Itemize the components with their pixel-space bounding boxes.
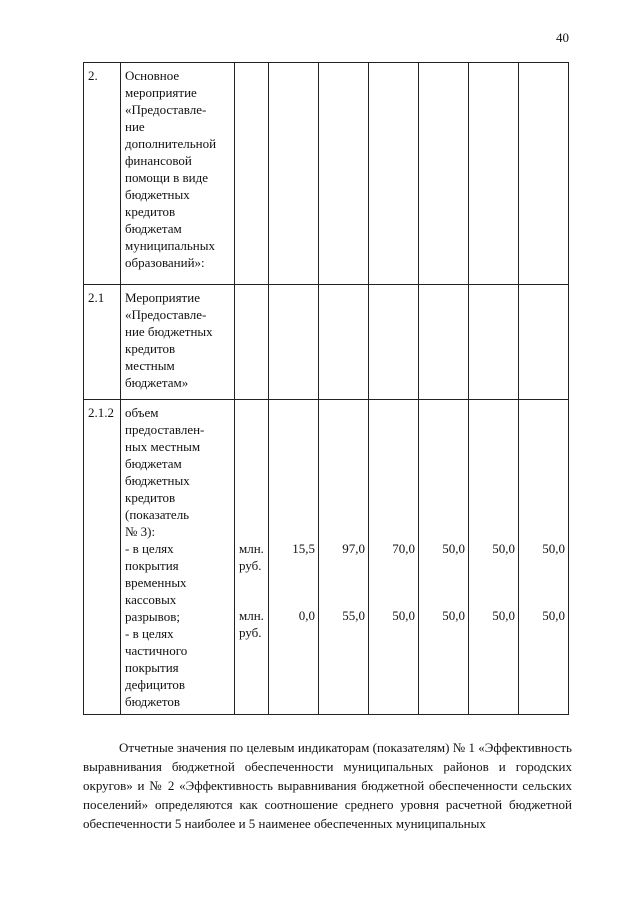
- value-cell: 97,0 55,0: [319, 400, 369, 715]
- value-cell: 15,5 0,0: [269, 400, 319, 715]
- value-cell: 50,0 50,0: [419, 400, 469, 715]
- row-description: объем предоставлен- ных местным бюджетам бюджетных кредитов (показатель № 3): - в целях покрытия временных кассовых разрывов; - в целях частичного покрытия дефицитов бюджетов: [121, 400, 235, 715]
- table-row: [84, 400, 569, 715]
- table-row: [84, 63, 569, 285]
- page-number: 40: [556, 30, 569, 45]
- row-number: 2.1.2: [84, 400, 121, 715]
- body-paragraph: Отчетные значения по целевым индикаторам (показателям) № 1 «Эффективность выравнивания бюджетной обеспеченности муниципальных районов и городских округов» и № 2 «Эффективность выравнивания бюджетной обеспеченности сельских поселений» определяются как соотношение среднего уровня расчетной бюджетной обеспеченности 5 наиболее и 5 наименее обеспеченных муниципальных: [83, 740, 572, 831]
- value-cell: 70,0 50,0: [369, 400, 419, 715]
- row-number: 2.1: [84, 285, 121, 400]
- row-number: 2.: [84, 63, 121, 285]
- value-cell: 50,0 50,0: [519, 400, 569, 715]
- indicators-table: [83, 62, 569, 715]
- row-description: Мероприятие «Предоставле- ние бюджетных кредитов местным бюджетам»: [121, 285, 235, 400]
- table-row: [84, 285, 569, 400]
- unit-cell: млн. руб. млн. руб.: [235, 400, 269, 715]
- row-description: Основное мероприятие «Предоставле- ние дополнительной финансовой помощи в виде бюджетных кредитов бюджетам муниципальных образований»:: [121, 63, 235, 285]
- value-cell: 50,0 50,0: [469, 400, 519, 715]
